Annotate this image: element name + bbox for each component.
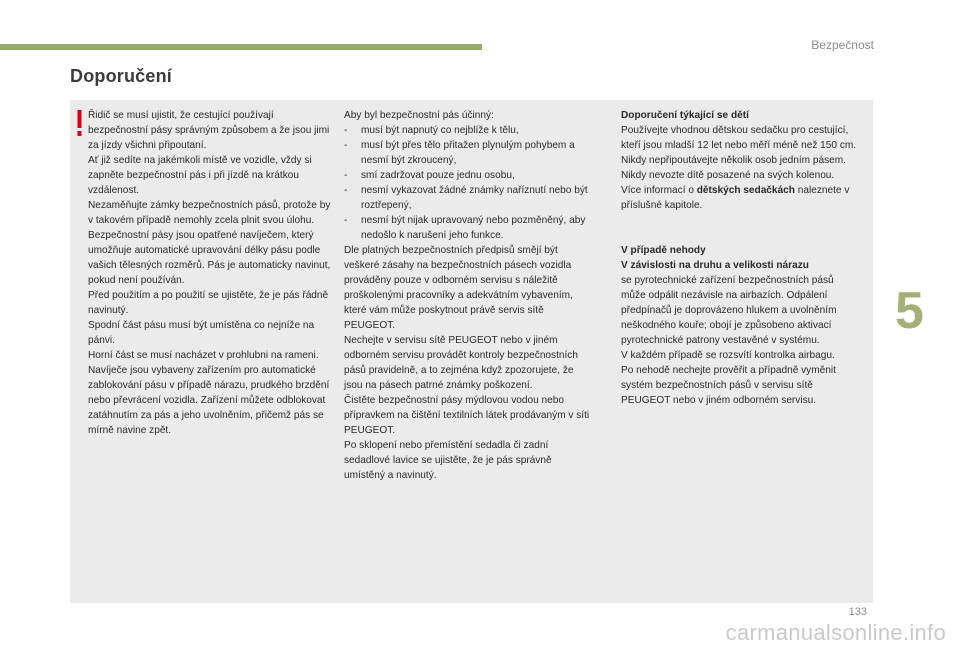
paragraph: Nezaměňujte zámky bezpečnostních pásů, protože by v takovém případě nemohly zcela plnit svou úlohu. bbox=[88, 200, 331, 226]
paragraph: Po sklopení nebo přemístění sedadla či zadní sedadlové lavice se ujistěte, že je pás správně umístěný a navinutý. bbox=[344, 440, 552, 481]
paragraph: Bezpečnostní pásy jsou opatřené navíječem, který umožňuje automatické upravování délky pásu podle vašich tělesných rozměrů. Pás je automaticky navinut, pokud není používán. bbox=[88, 230, 331, 286]
page-number: 133 bbox=[848, 606, 867, 618]
children-and-accident-column bbox=[621, 108, 861, 408]
paragraph: Před použitím a po použití se ujistěte, že je pás řádně navinutý. bbox=[88, 290, 329, 316]
impact-heading: V závislosti na druhu a velikosti nárazu bbox=[621, 260, 809, 271]
paragraph: Používejte vhodnou dětskou sedačku pro cestující, kteří jsou mladší 12 let nebo měří méně než 150 cm. bbox=[621, 125, 857, 151]
paragraph: Nikdy nevozte dítě posazené na svých kolenou. bbox=[621, 170, 835, 181]
paragraph: Nikdy nepřipoutávejte několik osob jedním pásem. bbox=[621, 155, 846, 166]
paragraph bbox=[621, 183, 861, 213]
list-item bbox=[344, 138, 594, 168]
exclamation-mark-icon bbox=[76, 110, 83, 136]
dash-marker: - bbox=[344, 140, 348, 151]
list-item bbox=[344, 123, 594, 138]
children-heading: Doporučení týkající se dětí bbox=[621, 110, 749, 121]
bullet-intro: Aby byl bezpečnostní pás účinný: bbox=[344, 110, 494, 121]
dash-marker: - bbox=[344, 170, 348, 181]
dash-marker: - bbox=[344, 185, 348, 196]
belt-effectiveness-column bbox=[344, 108, 594, 483]
header-accent-bar bbox=[0, 44, 482, 50]
paragraph: Ať již sedíte na jakémkoli místě ve vozidle, vždy si zapněte bezpečnostní pás i při jízdě na krátkou vzdálenost. bbox=[88, 155, 312, 196]
list-item-text: nesmí vykazovat žádné známky naříznutí nebo být roztřepený, bbox=[361, 185, 588, 211]
paragraph: Čistěte bezpečnostní pásy mýdlovou vodou nebo přípravkem na čištění textilních látek prodávaným v síti PEUGEOT. bbox=[344, 395, 590, 436]
safety-warning-column bbox=[88, 108, 334, 438]
paragraph: Řidič se musí ujistit, že cestující používají bezpečnostní pásy správným způsobem a že jsou jimi za jízdy všichni připoutaní. bbox=[88, 110, 330, 151]
paragraph-text: Více informací o bbox=[621, 185, 697, 196]
list-item-text: musí být přes tělo přitažen plynulým pohybem a nesmí být zkroucený, bbox=[361, 140, 575, 166]
chapter-number: 5 bbox=[895, 282, 924, 340]
page-title: Doporučení bbox=[70, 66, 173, 86]
paragraph: V každém případě se rozsvítí kontrolka airbagu. bbox=[621, 350, 835, 361]
paragraph: se pyrotechnické zařízení bezpečnostních pásů může odpálit nezávisle na airbazích. Odpálení předpínačů je doprovázeno hlukem a uvolněním neškodného kouře; obojí je způsobeno aktivací pyrotechnické patrony vestavěné v systému. bbox=[621, 275, 837, 346]
paragraph: Nechejte v servisu sítě PEUGEOT nebo v jiném odborném servisu provádět kontroly bezpečnostních pásů pravidelně, a to zejména když zpozorujete, že jsou na pásech patrné známky poškození. bbox=[344, 335, 578, 391]
list-item-text: nesmí být nijak upravovaný nebo pozměněný, aby nedošlo k narušení jeho funkce. bbox=[361, 215, 586, 241]
accident-heading: V případě nehody bbox=[621, 245, 706, 256]
watermark: carmanualsonline.info bbox=[725, 620, 946, 645]
list-item-text: musí být napnutý co nejblíže k tělu, bbox=[361, 125, 519, 136]
dash-marker: - bbox=[344, 125, 348, 136]
list-item bbox=[344, 168, 594, 183]
paragraph: Dle platných bezpečnostních předpisů smějí být veškeré zásahy na bezpečnostních pásech vozidla prováděny pouze v odborném servisu s náležitě proškolenými pracovníky a adekvátním vybavením, které vám může poskytnout právě servis sítě PEUGEOT. bbox=[344, 245, 573, 331]
paragraph: Po nehodě nechejte prověřit a případně vyměnit systém bezpečnostních pásů v servisu sítě PEUGEOT nebo v jiném odborném servisu. bbox=[621, 365, 836, 406]
dash-marker: - bbox=[344, 215, 348, 226]
section-name: Bezpečnost bbox=[811, 38, 874, 52]
paragraph: Navíječe jsou vybaveny zařízením pro automatické zablokování pásu v případě nárazu, prudkého brzdění nebo převrácení vozidla. Zařízení můžete odblokovat zatáhnutím za pás a jeho uvolněním, přičemž pás se mírně navine zpět. bbox=[88, 365, 330, 436]
list-item-text: smí zadržovat pouze jednu osobu, bbox=[361, 170, 515, 181]
paragraph: Spodní část pásu musí být umístěna co nejníže na pánvi. bbox=[88, 320, 315, 346]
list-item bbox=[344, 213, 594, 243]
chapter-reference: dětských sedačkách bbox=[696, 185, 795, 196]
list-item bbox=[344, 183, 594, 213]
paragraph: Horní část se musí nacházet v prohlubni na rameni. bbox=[88, 350, 319, 361]
paragraph-text: naleznete v příslušné kapitole. bbox=[621, 185, 850, 211]
